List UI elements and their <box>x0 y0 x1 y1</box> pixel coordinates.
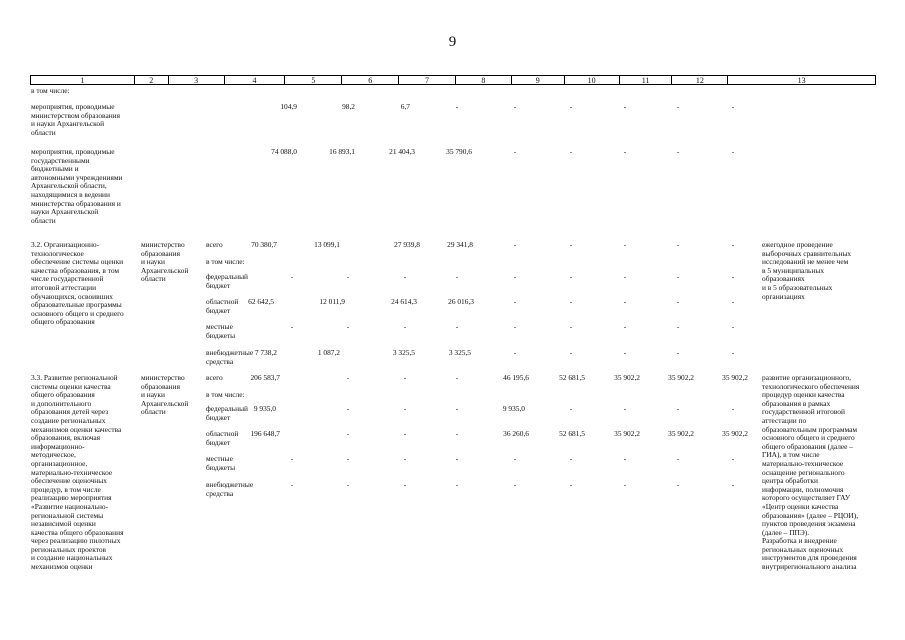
dash: - <box>676 404 680 413</box>
src-total: всего <box>206 373 223 382</box>
r33-total-8: 46 195,6 <box>503 373 529 382</box>
dash: - <box>676 147 680 156</box>
row-a-v4: 104,9 <box>280 102 297 111</box>
dash: - <box>731 147 735 156</box>
dash: - <box>290 480 294 489</box>
dash: - <box>290 272 294 281</box>
dash: - <box>455 102 459 111</box>
dash: - <box>731 272 735 281</box>
dash: - <box>676 322 680 331</box>
row-a-v5: 98,2 <box>342 102 355 111</box>
dash: - <box>403 322 407 331</box>
r33-total-4: 206 583,7 <box>250 373 280 382</box>
row-b-label: мероприятия, проводимые государственными бюджетными и автономными учреждениями Архангельской области, находящимися в ведении министерства образования и науки Архангельской области <box>31 147 123 225</box>
col-header: 10 <box>565 76 620 84</box>
dash: - <box>513 297 517 306</box>
dash: - <box>623 272 627 281</box>
r32-vneb-7: 3 325,5 <box>448 348 471 357</box>
row-b-v6: 21 404,3 <box>389 147 415 156</box>
dash: - <box>569 297 573 306</box>
dash: - <box>455 429 459 438</box>
src-local: местные бюджеты <box>206 454 236 472</box>
dash: - <box>513 454 517 463</box>
r33-obl-9: 52 681,5 <box>559 429 585 438</box>
dash: - <box>455 373 459 382</box>
row-b-v7: 35 790,6 <box>446 147 472 156</box>
col-header: 8 <box>456 76 512 84</box>
dash: - <box>623 480 627 489</box>
col-header: 4 <box>225 76 286 84</box>
col-header: 11 <box>620 76 673 84</box>
dash: - <box>676 454 680 463</box>
dash: - <box>569 102 573 111</box>
dash: - <box>455 272 459 281</box>
r33-obl-10: 35 902,2 <box>614 429 640 438</box>
col-header: 7 <box>399 76 456 84</box>
dash: - <box>676 297 680 306</box>
dash: - <box>623 454 627 463</box>
row-b-v5: 16 893,1 <box>329 147 355 156</box>
r32-vneb-4: 7 738,2 <box>254 348 277 357</box>
src-offbudget: внебюджетные средства <box>206 480 254 498</box>
dash: - <box>403 480 407 489</box>
r32-total-6: 27 939,8 <box>394 240 420 249</box>
dash: - <box>513 322 517 331</box>
dash: - <box>623 322 627 331</box>
dash: - <box>513 480 517 489</box>
dash: - <box>731 102 735 111</box>
r32-total-4: 70 380,7 <box>251 240 277 249</box>
r32-vneb-5: 1 087,2 <box>317 348 340 357</box>
dash: - <box>731 454 735 463</box>
r33-fed-8: 9 935,0 <box>502 404 525 413</box>
row-32-label: 3.2. Организационно- технологическое обеспечение системы оценки качества образования, в том числе государственной итоговой аттестации обучающихся, освоивших образовательные программы основного общего и среднего общего образования <box>31 240 124 327</box>
dash: - <box>455 322 459 331</box>
dash: - <box>403 404 407 413</box>
src-federal: федеральный бюджет <box>206 272 248 290</box>
src-in-which: в том числе: <box>206 390 245 399</box>
r32-total-7: 29 341,8 <box>447 240 473 249</box>
dash: - <box>346 373 350 382</box>
dash: - <box>455 454 459 463</box>
dash: - <box>676 102 680 111</box>
col-header: 2 <box>135 76 169 84</box>
r33-fed-4: 9 935,0 <box>253 404 276 413</box>
dash: - <box>346 404 350 413</box>
row-33-label: 3.3. Развитие региональной системы оценки качества общего образования и дополнительного образования детей через создание региональных механизмов оценки качества образования, включая информационно- методическое, организационное, материально-техническое обеспечение оценочных процедур, в том числе реализацию мероприятия «Развитие национально- региональной системы независимой оценки качества общего образования через реализацию пилотных региональных проектов и создание национальных механизмов оценки <box>31 373 124 572</box>
src-local: местные бюджеты <box>206 322 236 340</box>
row-32-result: ежегодное проведение выборочных сравнительных исследований не менее чем в 5 муниципальных образованиях и в 5 образовательных организациях <box>762 240 852 301</box>
dash: - <box>731 480 735 489</box>
dash: - <box>403 272 407 281</box>
dash: - <box>513 147 517 156</box>
dash: - <box>731 404 735 413</box>
dash: - <box>569 322 573 331</box>
dash: - <box>513 348 517 357</box>
row-33-executor: министерство образования и науки Архангельской области <box>141 373 189 417</box>
dash: - <box>403 429 407 438</box>
dash: - <box>569 272 573 281</box>
src-offbudget: внебюджетные средства <box>206 348 254 366</box>
r33-obl-4: 196 648,7 <box>250 429 280 438</box>
dash: - <box>676 480 680 489</box>
r33-obl-8: 36 260,6 <box>503 429 529 438</box>
r32-vneb-6: 3 325,5 <box>392 348 415 357</box>
dash: - <box>569 480 573 489</box>
dash: - <box>513 272 517 281</box>
col-header: 13 <box>797 76 806 85</box>
src-oblast: областной бюджет <box>206 429 239 447</box>
r33-obl-11: 35 902,2 <box>668 429 694 438</box>
row-a-label: мероприятия, проводимые министерством образования и науки Архангельской области <box>31 102 121 137</box>
dash: - <box>346 454 350 463</box>
dash: - <box>346 272 350 281</box>
r32-obl-5: 12 011,9 <box>319 297 345 306</box>
dash: - <box>731 240 735 249</box>
dash: - <box>676 348 680 357</box>
dash: - <box>403 454 407 463</box>
dash: - <box>623 404 627 413</box>
dash: - <box>513 102 517 111</box>
dash: - <box>513 240 517 249</box>
dash: - <box>569 240 573 249</box>
col-header: 6 <box>342 76 399 84</box>
r33-total-12: 35 902,2 <box>722 373 748 382</box>
col-header: 3 <box>169 76 225 84</box>
page-number: 9 <box>448 34 457 50</box>
src-federal: федеральный бюджет <box>206 404 248 422</box>
r33-total-11: 35 902,2 <box>668 373 694 382</box>
dash: - <box>676 240 680 249</box>
dash: - <box>623 348 627 357</box>
r32-obl-6: 24 614,3 <box>391 297 417 306</box>
src-in-which: в том числе: <box>206 257 245 266</box>
row-b-v4: 74 088,0 <box>271 147 297 156</box>
row-32-executor: министерство образования и науки Архангельской области <box>141 240 189 284</box>
in-which-note: в том числе: <box>31 86 70 95</box>
dash: - <box>569 348 573 357</box>
dash: - <box>455 404 459 413</box>
dash: - <box>623 147 627 156</box>
row-33-result: развитие организационного, технологического обеспечения процедур оценки качества образования в рамках государственной итоговой аттестации по образовательным программам основного общего и среднего общего образования (далее – ГИА), в том числе материально-техническое оснащение регионального центра обработки информации, полномочия которого осуществляет ГАУ «Центр оценки качества образования» (далее – РЦОИ), пунктов проведения экзамена (далее – ППЭ). Разработка и внедрение региональных оценочных инструментов для проведения внутрирегионального анализа <box>762 373 860 572</box>
dash: - <box>290 322 294 331</box>
r32-total-5: 13 099,1 <box>314 240 340 249</box>
col-header: 1 <box>31 76 135 84</box>
src-oblast: областной бюджет <box>206 297 239 315</box>
dash: - <box>731 322 735 331</box>
dash: - <box>346 429 350 438</box>
dash: - <box>731 297 735 306</box>
dash: - <box>623 102 627 111</box>
dash: - <box>623 297 627 306</box>
col-header: 12 <box>672 76 728 84</box>
dash: - <box>569 404 573 413</box>
dash: - <box>455 480 459 489</box>
src-total: всего <box>206 240 223 249</box>
col-header: 9 <box>512 76 565 84</box>
dash: - <box>346 480 350 489</box>
row-a-v6: 6,7 <box>400 102 410 111</box>
r33-total-9: 52 681,5 <box>559 373 585 382</box>
r33-obl-12: 35 902,2 <box>722 429 748 438</box>
dash: - <box>569 147 573 156</box>
r33-total-10: 35 902,2 <box>614 373 640 382</box>
col-header: 5 <box>285 76 342 84</box>
dash: - <box>346 322 350 331</box>
dash: - <box>623 240 627 249</box>
dash: - <box>403 373 407 382</box>
r32-obl-7: 26 016,3 <box>448 297 474 306</box>
dash: - <box>731 348 735 357</box>
dash: - <box>676 272 680 281</box>
r32-obl-4: 62 642,5 <box>248 297 274 306</box>
table-header-row <box>30 75 876 85</box>
dash: - <box>290 454 294 463</box>
dash: - <box>569 454 573 463</box>
